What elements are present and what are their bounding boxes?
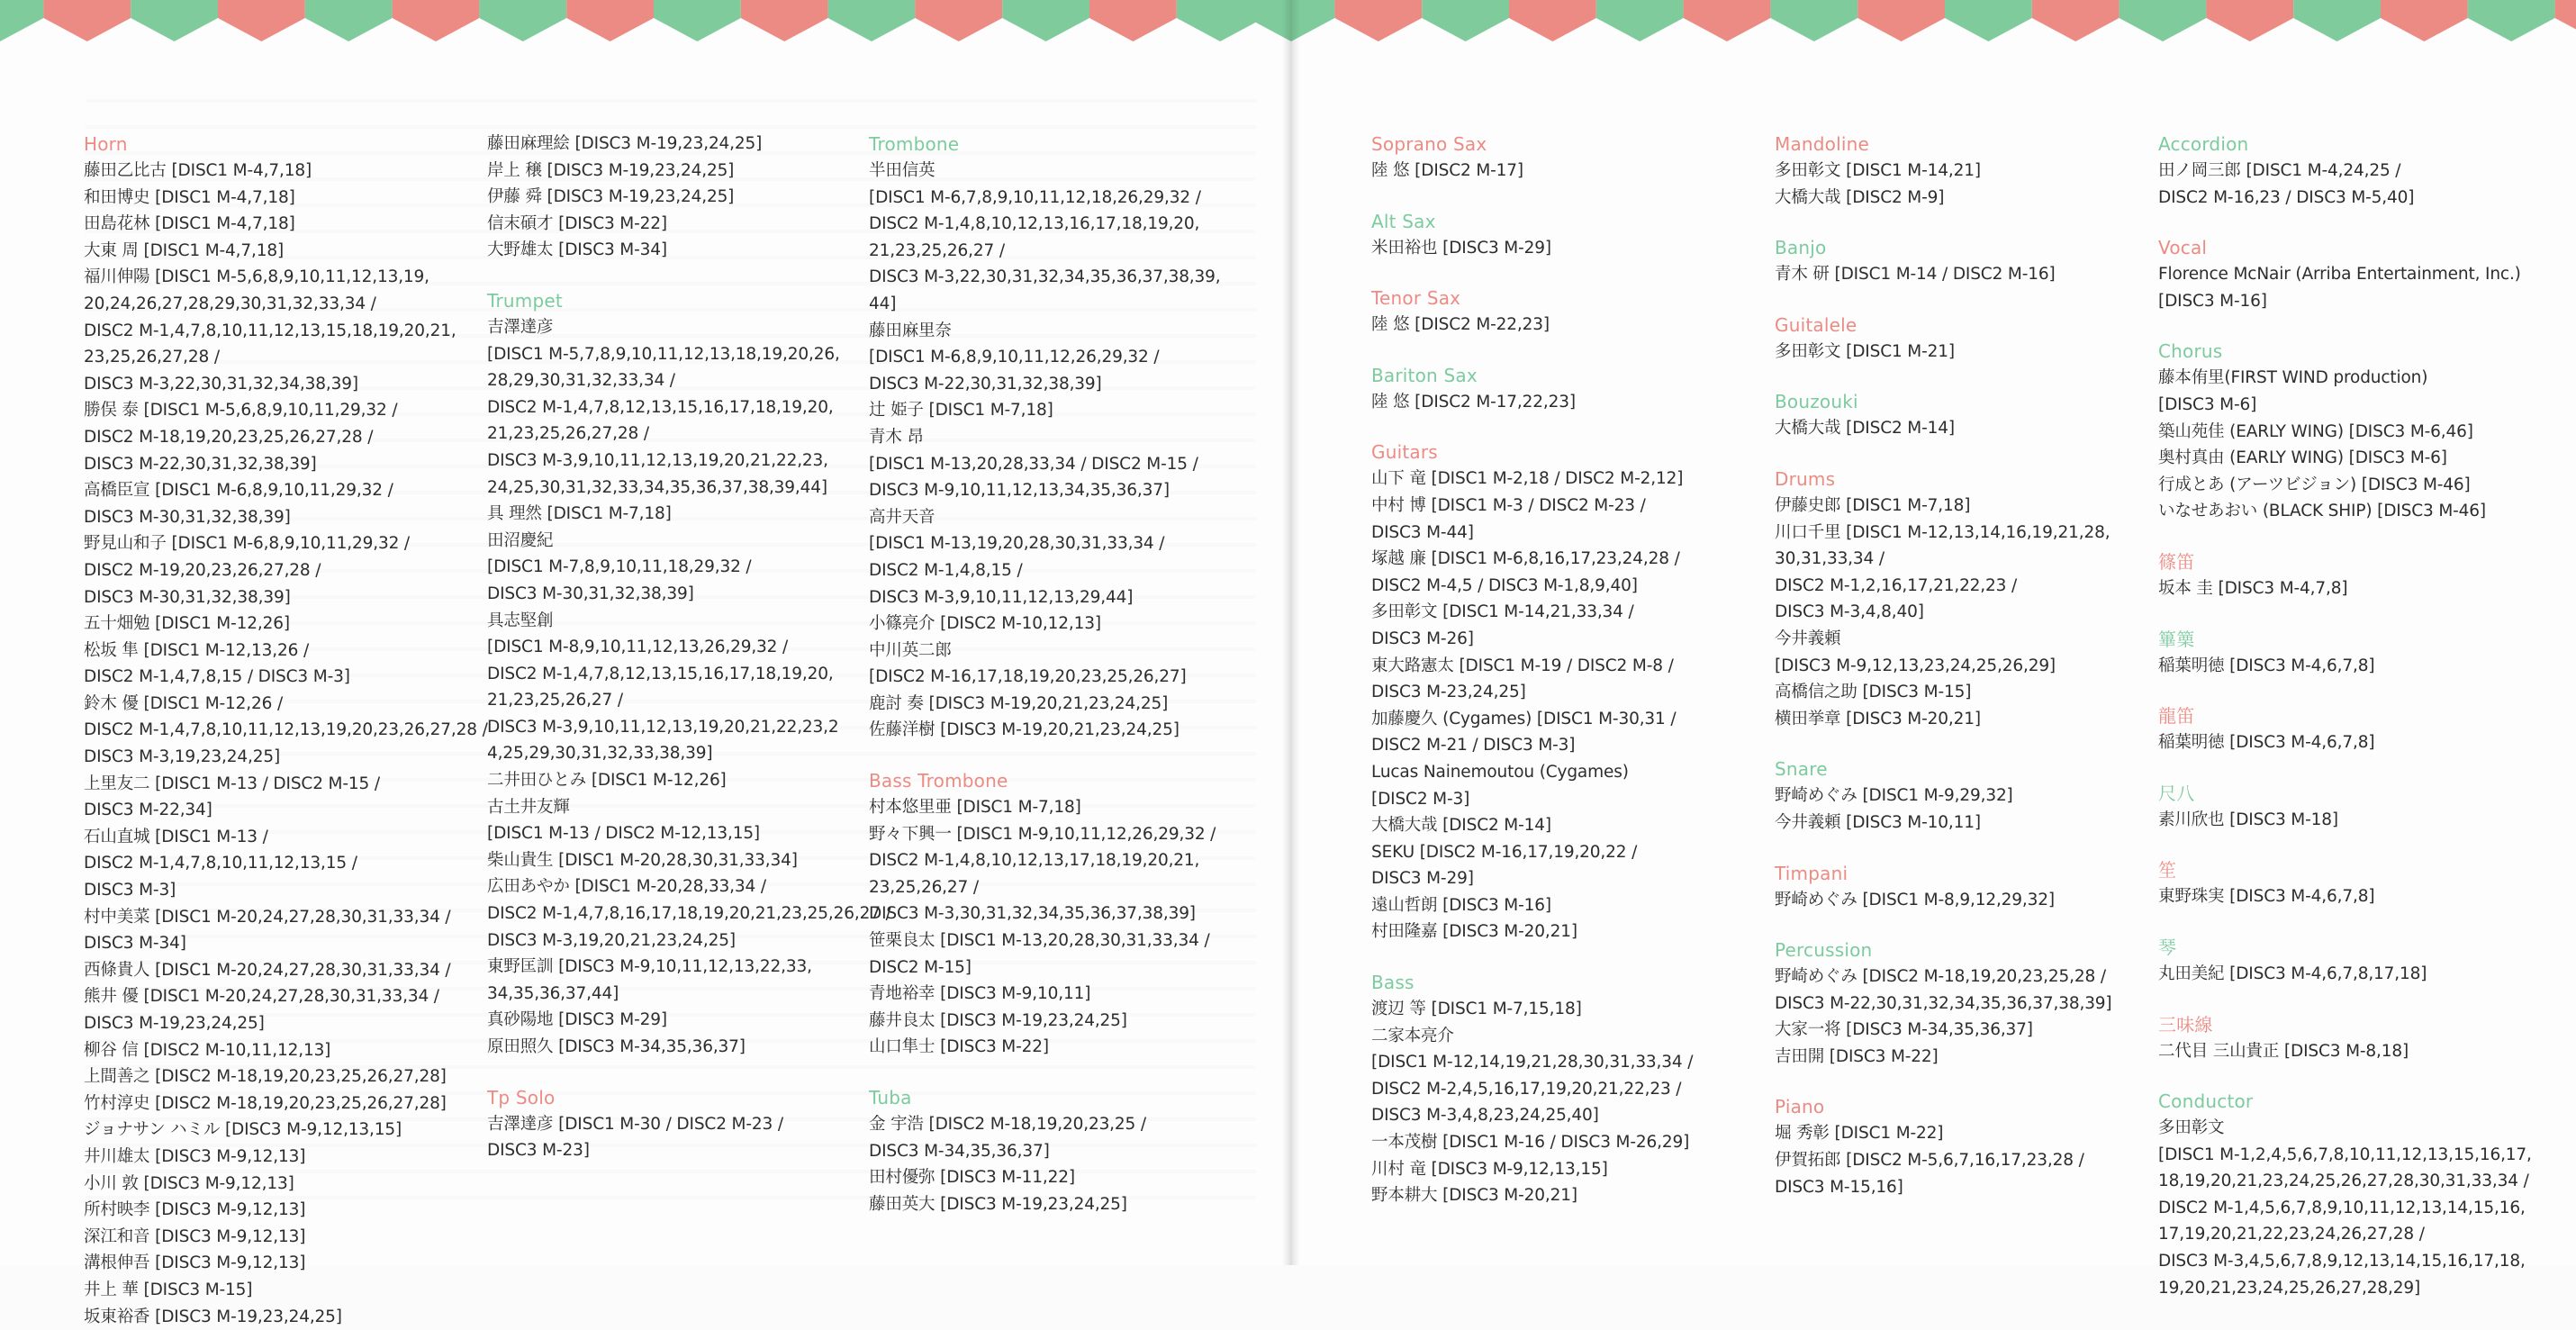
credit-line: 古土井友輝 [487,797,570,817]
section-heading: Conductor [2158,1090,2254,1113]
credit-section-section [2158,702,2554,756]
credit-section-horn [84,131,488,1330]
credit-section-percussion [1775,936,2135,1070]
credit-line: 塚越 廉 [DISC1 M-6,8,16,17,23,24,28 / [1371,549,1680,569]
banner-pennant [2032,0,2120,41]
credit-line: 川村 竜 [DISC3 M-9,12,13,15] [1371,1159,1608,1179]
credit-line: DISC2 M-1,2,16,17,21,22,23 / [1775,575,2018,595]
column-left-3 [869,131,1234,1217]
credit-section-timpani [1775,860,2135,914]
credit-section-section [2158,548,2554,602]
credit-line: DISC2 M-1,4,7,8,10,11,12,13,15,18,19,20,21, [84,321,456,340]
credit-line: 金 宇浩 [DISC2 M-18,19,20,23,25 / [869,1115,1146,1134]
credit-line: DISC3 M-30,31,32,38,39] [84,507,291,527]
credit-line: 石山直城 [DISC1 M-13 / [84,827,268,846]
section-heading: Tenor Sax [1371,287,1461,310]
credit-line: DISC3 M-19,23,24,25] [84,1014,265,1033]
credit-line: 21,23,25,26,27,28 / [487,424,649,444]
banner-pennant [2468,0,2555,41]
section-heading: Banjo [1775,237,1827,259]
credit-line: 今井義頼 [DISC3 M-10,11] [1775,812,1981,832]
section-heading: 龍笛 [2158,705,2195,728]
section-heading: 三味線 [2158,1013,2213,1036]
credit-line: 横田挙章 [DISC3 M-20,21] [1775,709,1981,728]
credit-line: [DISC1 M-1,2,4,5,6,7,8,10,11,12,13,15,16,17, [2158,1145,2532,1164]
right-page [1291,0,2576,1298]
credit-line: DISC2 M-16,23 / DISC3 M-5,40] [2158,187,2415,207]
credit-line: 深江和音 [DISC3 M-9,12,13] [84,1226,306,1246]
credit-line: 田ノ岡三郎 [DISC1 M-4,24,25 / [2158,161,2401,180]
credit-line: ジョナサン ハミル [DISC3 M-9,12,13,15] [84,1120,402,1140]
credit-section-piano [1775,1093,2135,1200]
credit-line: 23,25,26,27 / [869,877,979,897]
credit-line: 信末碩才 [DISC3 M-22] [487,213,667,233]
credit-line: 34,35,36,37,44] [487,983,619,1003]
credit-line: 23,25,26,27,28 / [84,348,220,367]
credit-line: 4,25,29,30,31,32,33,38,39] [487,744,713,764]
credit-line: [DISC2 M-16,17,18,19,20,23,25,26,27] [869,667,1187,687]
credit-line: 村中美菜 [DISC1 M-20,24,27,28,30,31,33,34 / [84,907,451,927]
credit-line: 遠山哲朗 [DISC3 M-16] [1371,895,1551,915]
section-heading: Guitalele [1775,313,1857,336]
credit-line: 21,23,25,26,27 / [869,240,1005,260]
credit-section-section [2158,856,2554,910]
credit-line: DISC3 M-30,31,32,38,39] [84,587,291,607]
credit-line: 藤本侑里(FIRST WIND production) [2158,368,2428,388]
credit-line: 伊藤 舜 [DISC3 M-19,23,24,25] [487,187,735,207]
credit-line: Florence McNair (Arriba Entertainment, Inc.) [2158,265,2521,285]
zigzag-banner-right [1291,0,2576,43]
credit-line: 上間善之 [DISC2 M-18,19,20,23,25,26,27,28] [84,1067,447,1087]
credit-line: 田島花林 [DISC1 M-4,7,18] [84,214,295,234]
credit-line: DISC2 M-1,4,8,10,12,13,17,18,19,20,21, [869,851,1200,871]
credit-line: DISC2 M-21 / DISC3 M-3] [1371,736,1576,755]
credit-line: 五十畑勉 [DISC1 M-12,26] [84,614,290,634]
credit-line: 伊賀拓郎 [DISC2 M-5,6,7,16,17,23,28 / [1775,1151,2084,1171]
credit-line: DISC2 M-4,5 / DISC3 M-1,8,9,40] [1371,575,1638,595]
credit-line: 村田隆嘉 [DISC3 M-20,21] [1371,922,1577,942]
credit-line: DISC3 M-3,22,30,31,32,34,35,36,37,38,39, [869,267,1221,287]
credit-line: 東大路憲太 [DISC1 M-19 / DISC2 M-8 / [1371,656,1674,675]
section-heading: Bouzouki [1775,391,1858,413]
section-heading: Piano [1775,1096,1825,1118]
credit-line: DISC2 M-1,4,7,8,15 / DISC3 M-3] [84,667,350,687]
credit-line: [DISC1 M-8,9,10,11,12,13,26,29,32 / [487,638,789,657]
credit-line: 藤井良太 [DISC3 M-19,23,24,25] [869,1010,1127,1030]
credit-line: 坂本 圭 [DISC3 M-4,7,8] [2158,578,2348,598]
credit-line: 17,19,20,21,22,23,24,26,27,28 / [2158,1225,2425,1244]
section-heading: Bariton Sax [1371,364,1478,386]
credit-line: 野本耕大 [DISC3 M-20,21] [1371,1186,1577,1206]
credit-line: [DISC1 M-6,8,9,10,11,12,26,29,32 / [869,348,1160,367]
credit-line: DISC3 M-34,35,36,37] [869,1141,1050,1161]
credit-line: 陸 悠 [DISC2 M-17,22,23] [1371,392,1576,412]
credit-line: 柳谷 信 [DISC2 M-10,11,12,13] [84,1040,331,1060]
credit-line: DISC3 M-34] [84,934,186,954]
credit-line: 鹿討 奏 [DISC3 M-19,20,21,23,24,25] [869,693,1169,713]
credit-section-snare [1775,755,2135,836]
credit-line: 稲葉明徳 [DISC3 M-4,6,7,8] [2158,733,2375,753]
credit-line: 所村映李 [DISC3 M-9,12,13] [84,1200,306,1220]
credit-line: [DISC1 M-7,8,9,10,11,18,29,32 / [487,557,752,577]
banner-pennant [828,0,916,41]
section-heading: Bass Trombone [869,770,1008,792]
banner-pennant [131,0,218,41]
column-right-1 [1371,131,1731,1209]
credit-line: 和田博史 [DISC1 M-4,7,18] [84,187,295,207]
credit-line: 野見山和子 [DISC1 M-6,8,9,10,11,29,32 / [84,534,411,554]
credit-section-guitars [1371,439,1731,945]
banner-pennant [2293,0,2381,41]
credit-line: 溝根伸吾 [DISC3 M-9,12,13] [84,1253,306,1273]
credit-section-section [2158,626,2554,680]
credit-line: 川口千里 [DISC1 M-12,13,14,16,19,21,28, [1775,522,2111,542]
banner-pennant [1857,0,1945,41]
section-heading: Guitars [1371,441,1438,464]
section-heading: 篳篥 [2158,628,2195,650]
banner-pennant [741,0,828,41]
credit-line: 小川 敦 [DISC3 M-9,12,13] [84,1173,294,1193]
banner-pennant [218,0,305,41]
credit-line: DISC2 M-1,4,7,8,16,17,18,19,20,21,23,25,26,27 / [487,904,891,924]
credit-line: 大東 周 [DISC1 M-4,7,18] [84,240,285,260]
credit-line: DISC3 M-44] [1371,522,1474,542]
credit-line: DISC2 M-1,4,7,8,10,11,12,13,15 / [84,854,357,873]
credit-line: DISC3 M-3,30,31,32,34,35,36,37,38,39] [869,904,1196,924]
credit-line: 鈴木 優 [DISC1 M-12,26 / [84,693,284,713]
credit-line: 二井田ひとみ [DISC1 M-12,26] [487,771,727,791]
section-heading: Tp Solo [487,1086,556,1108]
banner-pennant [1596,0,1684,41]
credit-line: 上里友二 [DISC1 M-13 / DISC2 M-15 / [84,774,380,793]
credit-line: 山口隼士 [DISC3 M-22] [869,1037,1049,1057]
credit-line: DISC2 M-1,4,7,8,10,11,12,13,19,20,23,26,27,28 / [84,720,488,740]
banner-pennant [1334,0,1422,41]
banner-pennant [1770,0,1857,41]
credit-line: 藤田麻理絵 [DISC3 M-19,23,24,25] [487,134,763,153]
credit-line: 青木 昂 [869,427,924,447]
credit-line: 28,29,30,31,32,33,34 / [487,371,675,391]
credit-section-section [2158,1011,2554,1065]
credit-line: DISC3 M-22,34] [84,801,212,820]
banner-pennant [2555,0,2576,41]
section-heading: Soprano Sax [1371,133,1487,155]
credit-section-bass-trombone [869,767,1234,1061]
credit-line: [DISC1 M-12,14,19,21,28,30,31,33,34 / [1371,1053,1694,1072]
credit-line: DISC3 M-9,10,11,12,13,34,35,36,37] [869,481,1170,501]
credit-line: DISC3 M-30,31,32,38,39] [487,584,694,603]
credit-line: 18,19,20,21,23,24,25,26,27,28,30,31,33,34 / [2158,1172,2529,1191]
credit-line: 吉澤達彦 [DISC1 M-30 / DISC2 M-23 / [487,1114,783,1134]
credit-line: 広田あやか [DISC1 M-20,28,33,34 / [487,877,766,897]
credit-line: DISC3 M-23,24,25] [1371,683,1526,702]
credit-line: DISC2 M-1,4,8,15 / [869,560,1023,580]
credit-line: 19,20,21,23,24,25,26,27,28,29] [2158,1278,2421,1298]
credit-line: 山下 竜 [DISC1 M-2,18 / DISC2 M-2,12] [1371,469,1684,489]
credit-line: DISC3 M-3,4,5,6,7,8,9,12,13,14,15,16,17,18, [2158,1252,2526,1271]
section-heading: Trumpet [487,289,563,312]
banner-pennant [0,0,43,41]
credit-line: Lucas Nainemoutou (Cygames) [1371,762,1629,782]
banner-pennant [566,0,654,41]
credit-line: 大橋大哉 [DISC2 M-14] [1775,419,1955,439]
section-heading: Snare [1775,758,1828,781]
credit-line: DISC2 M-15] [869,957,972,977]
section-heading: Drums [1775,467,1836,490]
credit-line: DISC3 M-22,30,31,32,34,35,36,37,38,39] [1775,993,2112,1013]
credit-line: 青木 研 [DISC1 M-14 / DISC2 M-16] [1775,265,2056,285]
section-heading: Horn [84,133,128,155]
section-heading: Accordion [2158,133,2249,155]
credit-section-tp-solo [487,1084,856,1164]
credit-line: 44] [869,294,897,313]
credit-line: 坂東裕香 [DISC3 M-19,23,24,25] [84,1307,342,1326]
credit-line: [DISC1 M-13,20,28,33,34 / DISC2 M-15 / [869,454,1198,474]
credit-line: DISC3 M-3,9,10,11,12,13,19,20,21,22,23,2 [487,717,839,737]
credit-line: 二代目 三山貴正 [DISC3 M-8,18] [2158,1041,2409,1061]
credit-line: 大橋大哉 [DISC2 M-14] [1371,816,1551,836]
credit-line: 青地裕幸 [DISC3 M-9,10,11] [869,984,1091,1004]
credit-line: 二家本亮介 [1371,1026,1454,1045]
credit-line: 陸 悠 [DISC2 M-22,23] [1371,315,1550,335]
credit-line: 素川欣也 [DISC3 M-18] [2158,810,2338,829]
credit-line: DISC2 M-2,4,5,16,17,19,20,21,22,23 / [1371,1079,1682,1099]
credit-line: 奥村真由 (EARLY WING) [DISC3 M-6] [2158,448,2447,468]
banner-pennant [2206,0,2293,41]
credit-line: DISC3 M-22,30,31,32,38,39] [84,454,317,474]
credit-line: 具志堅創 [487,611,554,630]
credit-section-mandoline [1775,131,2135,211]
banner-pennant [2381,0,2468,41]
column-left-1 [84,131,488,1330]
credit-line: 東野珠実 [DISC3 M-4,6,7,8] [2158,887,2375,907]
banner-pennant [1089,0,1177,41]
credit-line: DISC3 M-3] [84,881,176,900]
credit-line: DISC3 M-3,19,20,21,23,24,25] [487,930,736,950]
credit-line: DISC3 M-23] [487,1141,590,1161]
section-heading: Trombone [869,133,960,155]
credit-line: 竹村淳史 [DISC2 M-18,19,20,23,25,26,27,28] [84,1093,447,1113]
credit-section-banjo [1775,234,2135,288]
credit-line: 柴山貴生 [DISC1 M-20,28,30,31,33,34] [487,850,798,870]
banner-pennant [305,0,393,41]
banner-pennant [43,0,131,41]
credit-line: DISC3 M-3,4,8,40] [1775,602,1924,622]
credit-line: [DISC2 M-3] [1371,789,1470,809]
credit-section-drums [1775,466,2135,732]
credit-line: 丸田美紀 [DISC3 M-4,6,7,8,17,18] [2158,964,2427,983]
section-heading: Percussion [1775,939,1873,962]
credit-line: 中川英二郎 [869,640,952,660]
credit-line: 高橋臣宣 [DISC1 M-6,8,9,10,11,29,32 / [84,481,393,501]
banner-pennant [1422,0,1509,41]
section-heading: Mandoline [1775,133,1870,155]
credit-line: 稲葉明徳 [DISC3 M-4,6,7,8] [2158,656,2375,675]
credit-line: 原田照久 [DISC3 M-34,35,36,37] [487,1037,746,1056]
credit-line: DISC2 M-1,4,5,6,7,8,9,10,11,12,13,14,15,16, [2158,1198,2526,1217]
credit-line: 福川伸陽 [DISC1 M-5,6,8,9,10,11,12,13,19, [84,267,429,287]
section-heading: Vocal [2158,237,2208,259]
credit-section-chorus [2158,338,2554,525]
credit-line: 野崎めぐみ [DISC1 M-9,29,32] [1775,786,2013,806]
credit-line: 加藤慶久 (Cygames) [DISC1 M-30,31 / [1371,709,1677,728]
credit-line: 田沼慶紀 [487,530,554,550]
credit-line: 藤田英大 [DISC3 M-19,23,24,25] [869,1194,1127,1214]
credit-line: DISC3 M-22,30,31,32,38,39] [869,374,1102,394]
section-heading: 篠笛 [2158,550,2195,573]
banner-pennant [1002,0,1089,41]
credit-line: 大橋大哉 [DISC2 M-9] [1775,187,1945,207]
credit-line: DISC2 M-19,20,23,26,27,28 / [84,560,321,580]
credit-line: DISC3 M-3,9,10,11,12,13,19,20,21,22,23, [487,450,828,470]
credit-section-vocal [2158,234,2554,314]
credit-line: 松坂 隼 [DISC1 M-12,13,26 / [84,640,310,660]
credit-line: 辻 姫子 [DISC1 M-7,18] [869,401,1053,421]
credit-line: DISC2 M-1,4,7,8,12,13,15,16,17,18,19,20, [487,664,834,683]
credit-line: 大家一将 [DISC3 M-34,35,36,37] [1775,1020,2033,1040]
credit-line: 井上 華 [DISC3 M-15] [84,1280,253,1299]
credit-line: 多田彰文 [DISC1 M-14,21,33,34 / [1371,602,1634,622]
credit-section-bariton-sax [1371,362,1731,416]
credit-section-section [2158,934,2554,988]
credit-line: 勝俣 泰 [DISC1 M-5,6,8,9,10,11,29,32 / [84,401,398,421]
credit-section-alt-sax [1371,208,1731,262]
credit-line: [DISC1 M-13,19,20,28,30,31,33,34 / [869,534,1165,554]
section-heading: Alt Sax [1371,210,1436,232]
credit-line: DISC3 M-3,9,10,11,12,13,29,44] [869,587,1134,607]
section-heading: Chorus [2158,340,2223,363]
left-page [0,0,1289,1326]
credit-line: 野崎めぐみ [DISC2 M-18,19,20,23,25,28 / [1775,967,2106,987]
credit-line: 井川雄太 [DISC3 M-9,12,13] [84,1146,306,1166]
credit-line: 藤田麻里奈 [869,321,952,340]
credit-line: DISC3 M-3,4,8,23,24,25,40] [1371,1106,1599,1126]
credit-section-trombone [869,131,1234,744]
credit-line: 伊藤史郎 [DISC1 M-7,18] [1775,495,1971,515]
credit-section-bouzouki [1775,388,2135,442]
column-right-3 [2158,131,2554,1301]
credit-line: SEKU [DISC2 M-16,17,19,20,22 / [1371,842,1638,862]
credit-section-trumpet [487,287,891,1061]
credit-line: 西條貴人 [DISC1 M-20,24,27,28,30,31,33,34 / [84,960,451,980]
credit-line: 村本悠里亜 [DISC1 M-7,18] [869,798,1081,818]
credit-line: 多田彰文 [DISC1 M-21] [1775,341,1955,361]
section-heading: 尺八 [2158,782,2195,804]
credit-line: 高橋信之助 [DISC3 M-15] [1775,683,1972,702]
credit-line: 築山苑佳 (EARLY WING) [DISC3 M-6,46] [2158,421,2473,441]
credit-line: 20,24,26,27,28,29,30,31,32,33,34 / [84,294,376,313]
credit-line: 米田裕也 [DISC3 M-29] [1371,238,1551,258]
credit-section-guitalele [1775,312,2135,366]
credit-line: 高井天音 [869,507,935,527]
credit-line: DISC3 M-29] [1371,869,1474,889]
credit-line: 堀 秀彰 [DISC1 M-22] [1775,1124,1944,1144]
credit-line: 渡辺 等 [DISC1 M-7,15,18] [1371,1000,1582,1019]
credit-line: 笹栗良太 [DISC1 M-13,20,28,30,31,33,34 / [869,931,1210,951]
credit-line: 東野匡訓 [DISC3 M-9,10,11,12,13,22,33, [487,957,812,977]
credit-line: 今井義頼 [1775,629,1841,648]
credit-line: [DISC3 M-16] [2158,291,2267,311]
credit-section-bass [1371,969,1731,1209]
banner-pennant [654,0,741,41]
credit-section-soprano-sax [1371,131,1731,185]
credit-line: 田村優弥 [DISC3 M-11,22] [869,1168,1075,1188]
column-right-2 [1775,131,2135,1200]
banner-pennant [1509,0,1596,41]
credit-line: 行成とあ (アーツビジョン) [DISC3 M-46] [2158,475,2471,494]
credit-section-section [2158,780,2554,834]
banner-pennant [915,0,1002,41]
credit-line: DISC3 M-15,16] [1775,1177,1903,1197]
banner-pennant [479,0,566,41]
credit-line: 岸上 穣 [DISC3 M-19,23,24,25] [487,160,735,180]
credit-line: 具 理然 [DISC1 M-7,18] [487,504,672,524]
credit-line: 野崎めぐみ [DISC1 M-8,9,12,29,32] [1775,890,2055,909]
banner-pennant [1684,0,1771,41]
credit-line: DISC3 M-3,22,30,31,32,34,38,39] [84,374,358,394]
credit-line: DISC2 M-1,4,8,10,12,13,16,17,18,19,20, [869,214,1200,234]
credit-line: 熊井 優 [DISC1 M-20,24,27,28,30,31,33,34 / [84,987,439,1007]
banner-pennant [393,0,480,41]
credit-line: 半田信英 [869,161,935,180]
section-heading: Tuba [869,1087,912,1108]
credit-section-accordion [2158,131,2554,211]
credit-section-tenor-sax [1371,285,1731,339]
zigzag-banner-left [0,0,1289,43]
section-heading: Bass [1371,972,1415,994]
credit-line: 多田彰文 [DISC1 M-14,21] [1775,161,1981,180]
credit-line: 一本茂樹 [DISC1 M-16 / DISC3 M-26,29] [1371,1133,1690,1153]
credit-line: 大野雄太 [DISC3 M-34] [487,240,667,260]
credit-line: 多田彰文 [2158,1118,2225,1138]
credit-line: 野々下興一 [DISC1 M-9,10,11,12,26,29,32 / [869,824,1216,844]
credit-line: DISC3 M-26] [1371,629,1474,648]
credit-line: DISC2 M-18,19,20,23,25,26,27,28 / [84,427,374,447]
credit-line: 小篠亮介 [DISC2 M-10,12,13] [869,614,1101,634]
credit-section-tuba [869,1084,1234,1217]
section-heading: 琴 [2158,936,2177,958]
credit-section-conductor [2158,1088,2554,1301]
credit-line: 藤田乙比古 [DISC1 M-4,7,18] [84,161,312,180]
credit-line: DISC3 M-3,19,23,24,25] [84,747,281,767]
credit-line: いなせあおい (BLACK SHIP) [DISC3 M-46] [2158,502,2486,521]
credit-line: 中村 博 [DISC1 M-3 / DISC2 M-23 / [1371,495,1646,515]
credit-line: 21,23,25,26,27 / [487,691,623,710]
credit-line: [DISC3 M-6] [2158,394,2257,414]
credit-line: 陸 悠 [DISC2 M-17] [1371,161,1523,180]
credit-line: 30,31,33,34 / [1775,549,1885,569]
credit-line: DISC2 M-1,4,7,8,12,13,15,16,17,18,19,20, [487,397,834,417]
credit-line: 吉田開 [DISC3 M-22] [1775,1046,1939,1066]
credit-line: 佐藤洋樹 [DISC3 M-19,20,21,23,24,25] [869,720,1180,740]
credit-section-continued [487,131,856,264]
credit-line: 吉澤達彦 [487,317,554,337]
section-heading: Timpani [1775,862,1848,884]
section-heading: 笙 [2158,859,2177,882]
credit-line: 24,25,30,31,32,33,34,35,36,37,38,39,44] [487,477,827,497]
credit-line: [DISC3 M-9,12,13,23,24,25,26,29] [1775,656,2056,675]
banner-pennant [1945,0,2032,41]
credit-line: [DISC1 M-13 / DISC2 M-12,13,15] [487,824,761,844]
banner-pennant [2120,0,2207,41]
credit-line: 真砂陽地 [DISC3 M-29] [487,1010,667,1030]
credit-line: [DISC1 M-5,7,8,9,10,11,12,13,18,19,20,26, [487,344,840,364]
credit-line: [DISC1 M-6,7,8,9,10,11,12,18,26,29,32 / [869,187,1201,207]
